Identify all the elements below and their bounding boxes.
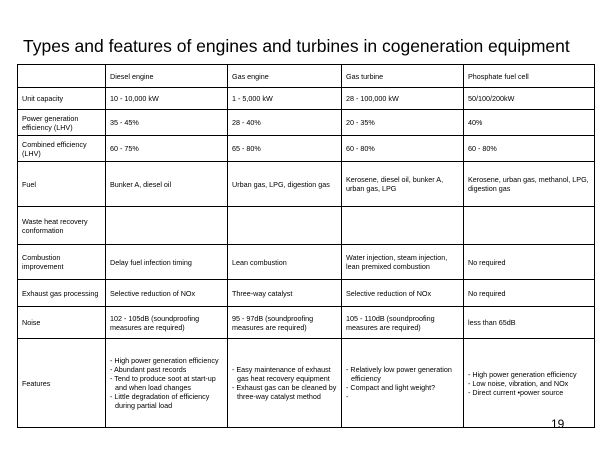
feature-item: - Low noise, vibration, and NOx <box>468 378 569 388</box>
header-diesel-engine: Diesel engine <box>106 65 228 88</box>
table-row-exhaust-gas-processing <box>18 280 595 307</box>
table-row-unit-capacity <box>18 88 595 110</box>
table-cell: Lean combustion <box>228 245 342 280</box>
feature-item: - Compact and light weight? <box>346 383 436 392</box>
row-label: Power generation efficiency (LHV) <box>18 110 106 136</box>
table-row-fuel <box>18 162 595 207</box>
table-row-combined-efficiency <box>18 136 595 162</box>
row-label: Combustion improvement <box>18 245 106 280</box>
table-cell: 102 - 105dB (soundproofing measures are required) <box>106 307 228 339</box>
table-cell: 65 - 80% <box>228 136 342 162</box>
row-label: Combined efficiency (LHV) <box>18 136 106 162</box>
table-cell: 60 - 80% <box>464 136 595 162</box>
features-cell-fuel-cell <box>464 339 595 428</box>
header-gas-turbine: Gas turbine <box>342 65 464 88</box>
features-cell-gas-turbine <box>342 339 464 428</box>
table-cell <box>342 207 464 245</box>
feature-item: - Direct current •power source <box>468 387 564 397</box>
slide-title: Types and features of engines and turbines in cogeneration equipment <box>23 36 570 56</box>
table-cell: 28 - 100,000 kW <box>342 88 464 110</box>
table-cell <box>464 207 595 245</box>
table-cell: Bunker A, diesel oil <box>106 162 228 207</box>
table-cell: Water injection, steam injection, lean premixed combustion <box>342 245 464 280</box>
header-cell-empty <box>18 65 106 88</box>
table-cell: 105 - 110dB (soundproofing measures are required) <box>342 307 464 339</box>
feature-item: - <box>346 392 349 401</box>
table-cell: Delay fuel infection timing <box>106 245 228 280</box>
table-cell: 1 - 5,000 kW <box>228 88 342 110</box>
features-cell-diesel <box>106 339 228 428</box>
table-row-waste-heat-recovery <box>18 207 595 245</box>
feature-item: - Exhaust gas can be cleaned by three-way catalyst method <box>232 383 337 401</box>
feature-item: - Easy maintenance of exhaust gas heat recovery equipment <box>232 365 331 383</box>
row-label: Noise <box>18 307 106 339</box>
table-cell: Three-way catalyst <box>228 280 342 307</box>
table-row-combustion-improvement <box>18 245 595 280</box>
table-cell: Selective reduction of NOx <box>106 280 228 307</box>
features-cell-gas-engine <box>228 339 342 428</box>
table-cell: Kerosene, diesel oil, bunker A, urban gas, LPG <box>342 162 464 207</box>
table-cell: 50/100/200kW <box>464 88 595 110</box>
table-cell: 35 - 45% <box>106 110 228 136</box>
table-cell: Selective reduction of NOx <box>342 280 464 307</box>
table-cell: Urban gas, LPG, digestion gas <box>228 162 342 207</box>
table-cell: 60 - 80% <box>342 136 464 162</box>
feature-item: - High power generation efficiency <box>468 369 577 379</box>
feature-item: - Relatively low power generation efficiency <box>346 365 452 383</box>
table-header-row <box>18 65 595 88</box>
table-row-noise <box>18 307 595 339</box>
row-label: Exhaust gas processing <box>18 280 106 307</box>
header-phosphate-fuel-cell: Phosphate fuel cell <box>464 65 595 88</box>
page-number: 19 <box>551 417 565 431</box>
feature-item: - Little degradation of efficiency during partial load <box>110 392 210 410</box>
row-label: Unit capacity <box>18 88 106 110</box>
table-cell: No required <box>464 280 595 307</box>
comparison-table <box>17 64 595 428</box>
table-cell: 28 - 40% <box>228 110 342 136</box>
feature-item: - Tend to produce soot at start-up and when load changes <box>110 374 216 392</box>
table-cell: Kerosene, urban gas, methanol, LPG, digestion gas <box>464 162 595 207</box>
row-label: Fuel <box>18 162 106 207</box>
table-cell: less than 65dB <box>464 307 595 339</box>
table-cell <box>106 207 228 245</box>
table-cell: 10 - 10,000 kW <box>106 88 228 110</box>
table-cell: 60 - 75% <box>106 136 228 162</box>
table-cell: 20 - 35% <box>342 110 464 136</box>
feature-item: - Abundant past records <box>110 365 187 374</box>
feature-item: - High power generation efficiency <box>110 356 219 365</box>
table-row-power-generation-efficiency <box>18 110 595 136</box>
table-row-features <box>18 339 595 428</box>
table-cell: 40% <box>464 110 595 136</box>
table-cell <box>228 207 342 245</box>
table-cell: 95 - 97dB (soundproofing measures are required) <box>228 307 342 339</box>
row-label: Waste heat recovery conformation <box>18 207 106 245</box>
table-cell: No required <box>464 245 595 280</box>
row-label: Features <box>18 339 106 428</box>
header-gas-engine: Gas engine <box>228 65 342 88</box>
